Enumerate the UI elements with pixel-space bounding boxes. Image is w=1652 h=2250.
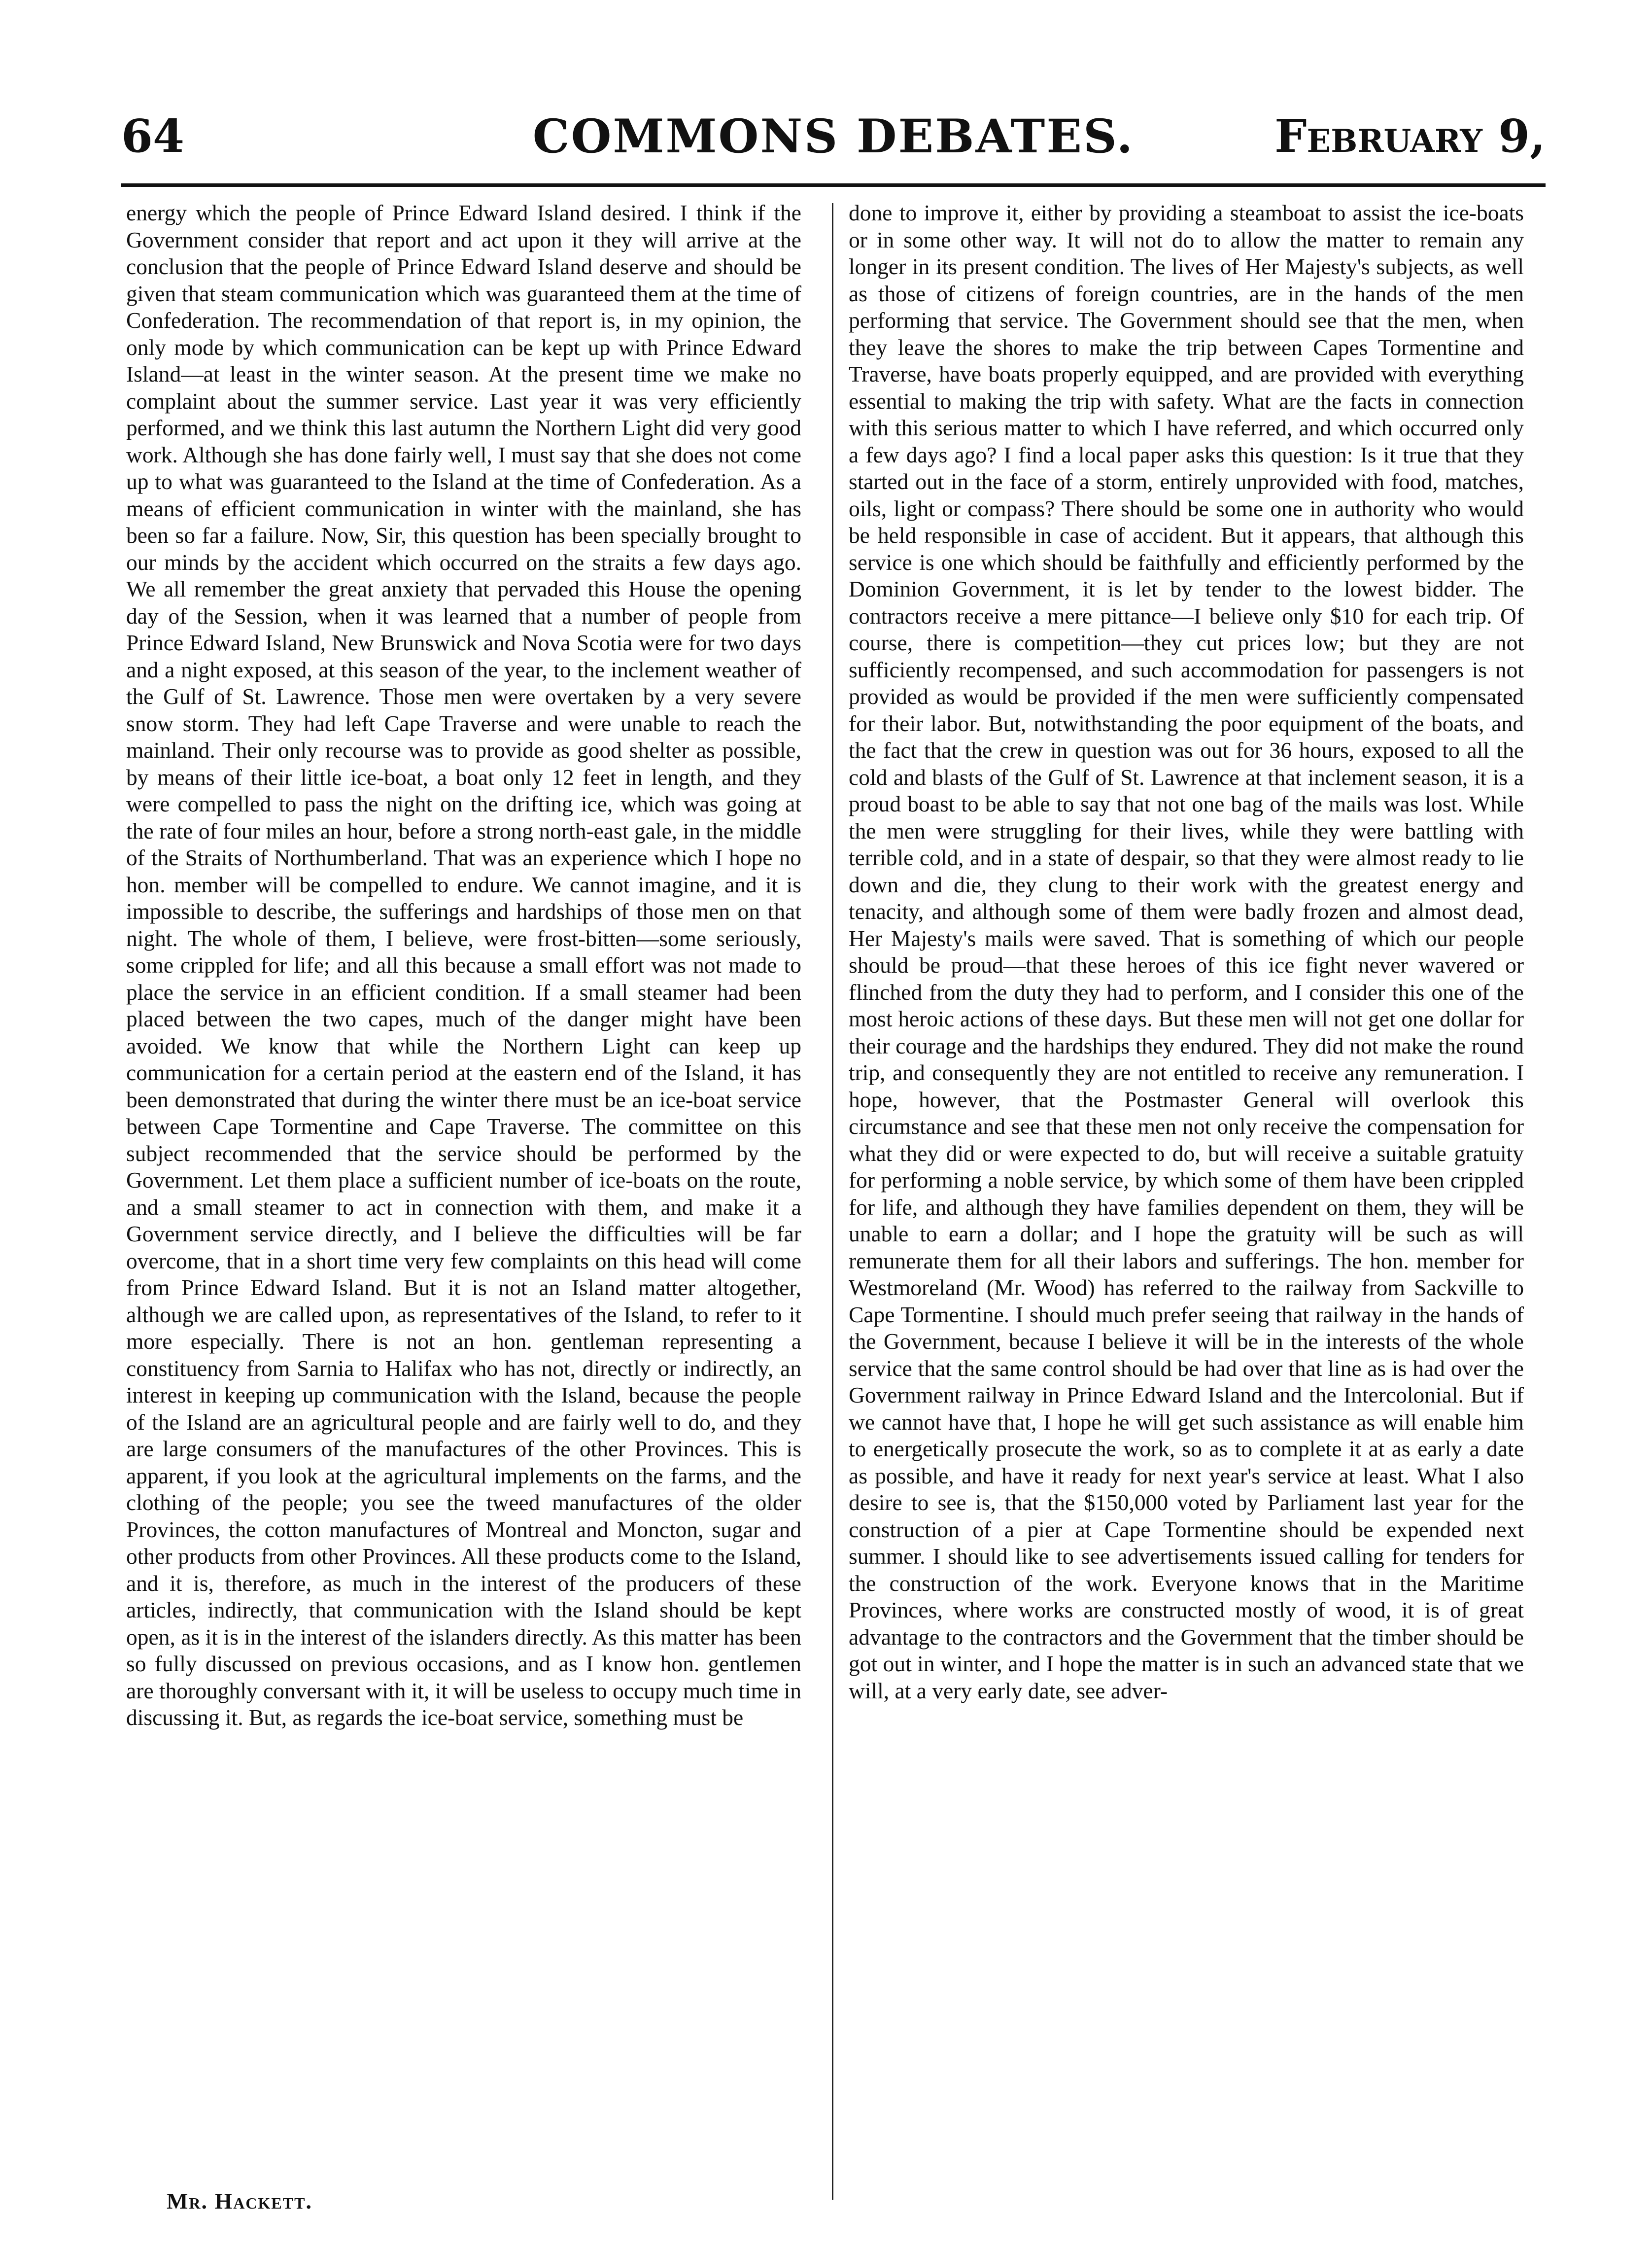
page-number: 64: [121, 109, 185, 163]
right-column: [849, 200, 1524, 2186]
left-column-text: energy which the people of Prince Edward Island desired. I think if the Government consider that report and act upon it they will arrive at the conclusion that the people of Prince Edward Island deserve and should be given that steam communication which was guaranteed them at the time of Confederation. The recommendation of that report is, in my opinion, the only mode by which communication can be kept up with Prince Edward Island—at least in the winter season. At the present time we make no complaint about the summer service. Last year it was very efficiently performed, and we think this last autumn the Northern Light did very good work. Although she has done fairly well, I must say that she does not come up to what was guaranteed to the Island at the time of Confederation. As a means of efficient communication in winter with the mainland, she has been so far a failure. Now, Sir, this question has been specially brought to our minds by the accident which occurred on the straits a few days ago. We all remember the great anxiety that pervaded this House the opening day of the Session, when it was learned that a number of people from Prince Edward Island, New Brunswick and Nova Scotia were for two days and a night exposed, at this season of the year, to the inclement weather of the Gulf of St. Lawrence. Those men were overtaken by a very severe snow storm. They had left Cape Traverse and were unable to reach the mainland. Their only recourse was to provide as good shelter as possible, by means of their little ice-boat, a boat only 12 feet in length, and they were compelled to pass the night on the drifting ice, which was going at the rate of four miles an hour, before a strong north-east gale, in the middle of the Straits of Northumberland. That was an experience which I hope no hon. member will be compelled to endure. We cannot imagine, and it is impossible to describe, the sufferings and hardships of those men on that night. The whole of them, I believe, were frost-bitten—some seriously, some crippled for life; and all this because a small effort was not made to place the service in an efficient condition. If a small steamer had been placed between the two capes, much of the danger might have been avoided. We know that while the Northern Light can keep up communication for a certain period at the eastern end of the Island, it has been demonstrated that during the winter there must be an ice-boat service between Cape Tormentine and Cape Traverse. The committee on this subject recommended that the service should be performed by the Government. Let them place a sufficient number of ice-boats on the route, and a small steamer to act in connection with them, and make it a Government service directly, and I believe the difficulties will be far overcome, that in a short time very few complaints on this head will come from Prince Edward Island. But it is not an Island matter altogether, although we are called upon, as representatives of the Island, to refer to it more especially. There is not an hon. gentleman representing a constituency from Sarnia to Halifax who has not, directly or indirectly, an interest in keeping up communication with the Island, because the people of the Island are an agricultural people and are fairly well to do, and they are large consumers of the manufactures of the other Provinces. This is apparent, if you look at the agricultural implements on the farms, and the clothing of the people; you see the tweed manufactures of the older Provinces, the cotton manufactures of Montreal and Moncton, sugar and other products from other Provinces. All these products come to the Island, and it is, therefore, as much in the interest of the producers of these articles, indirectly, that communication with the Island should be kept open, as it is in the interest of the islanders directly. As this matter has been so fully discussed on previous occasions, and as I know hon. gentlemen are thoroughly conversant with it, it will be useless to occupy much time in discussing it. But, as regards the ice-boat service, something must be: [126, 200, 801, 1730]
header-rule: [121, 183, 1546, 187]
column-divider: [832, 203, 833, 2200]
page-date: February 9,: [1274, 109, 1546, 163]
page-title: COMMONS DEBATES.: [532, 109, 1135, 164]
right-column-text: done to improve it, either by providing a steamboat to assist the ice-boats or in some other way. It will not do to allow the matter to remain any longer in its present condition. The lives of Her Majesty's subjects, as well as those of citizens of foreign countries, are in the hands of the men performing that service. The Government should see that the men, when they leave the shores to make the trip between Capes Tormentine and Traverse, have boats properly equipped, and are provided with everything essential to making the trip with safety. What are the facts in connection with this serious matter to which I have referred, and which occurred only a few days ago? I find a local paper asks this question: Is it true that they started out in the face of a storm, entirely unprovided with food, matches, oils, light or compass? There should be some one in authority who would be held responsible in case of accident. But it appears, that although this service is one which should be faithfully and efficiently performed by the Dominion Government, it is let by tender to the lowest bidder. The contractors receive a mere pittance—I believe only $10 for each trip. Of course, there is competition—they cut prices low; but they are not sufficiently recompensed, and such accommodation for passengers is not provided as would be provided if the men were sufficiently compensated for their labor. But, notwithstanding the poor equipment of the boats, and the fact that the crew in question was out for 36 hours, exposed to all the cold and blasts of the Gulf of St. Lawrence at that inclement season, it is a proud boast to be able to say that not one bag of the mails was lost. While the men were struggling for their lives, while they were battling with terrible cold, and in a state of despair, so that they were almost ready to lie down and die, they clung to their work with the greatest energy and tenacity, and although some of them were badly frozen and almost dead, Her Majesty's mails were saved. That is something of which our people should be proud—that these heroes of this ice fight never wavered or flinched from the duty they had to perform, and I consider this one of the most heroic actions of these days. But these men will not get one dollar for their courage and the hardships they endured. They did not make the round trip, and consequently they are not entitled to receive any remuneration. I hope, however, that the Postmaster General will overlook this circumstance and see that these men not only receive the compensation for what they did or were expected to do, but will receive a suitable gratuity for performing a noble service, by which some of them have been crippled for life, and although they have families dependent on them, they will be unable to earn a dollar; and I hope the gratuity will be such as will remunerate them for all their labors and sufferings. The hon. member for Westmoreland (Mr. Wood) has referred to the railway from Sackville to Cape Tormentine. I should much prefer seeing that railway in the hands of the Government, because I believe it will be in the interests of the whole service that the same control should be had over that line as is had over the Government railway in Prince Edward Island and the Intercolonial. But if we cannot have that, I hope he will get such assistance as will enable him to energetically prosecute the work, so as to complete it at as early a date as possible, and have it ready for next year's service at least. What I also desire to see is, that the $150,000 voted by Parliament last year for the construction of a pier at Cape Tormentine should be expended next summer. I should like to see advertisements issued calling for tenders for the construction of the work. Everyone knows that in the Maritime Provinces, where works are constructed mostly of wood, it is of great advantage to the contractors and the Government that the timber should be got out in winter, and I hope the matter is in such an advanced state that we will, at a very early date, see adver-: [849, 200, 1524, 1703]
speaker-footer: Mr. Hackett.: [167, 2188, 312, 2214]
page-header: [121, 104, 1546, 177]
left-column: [126, 200, 801, 2186]
